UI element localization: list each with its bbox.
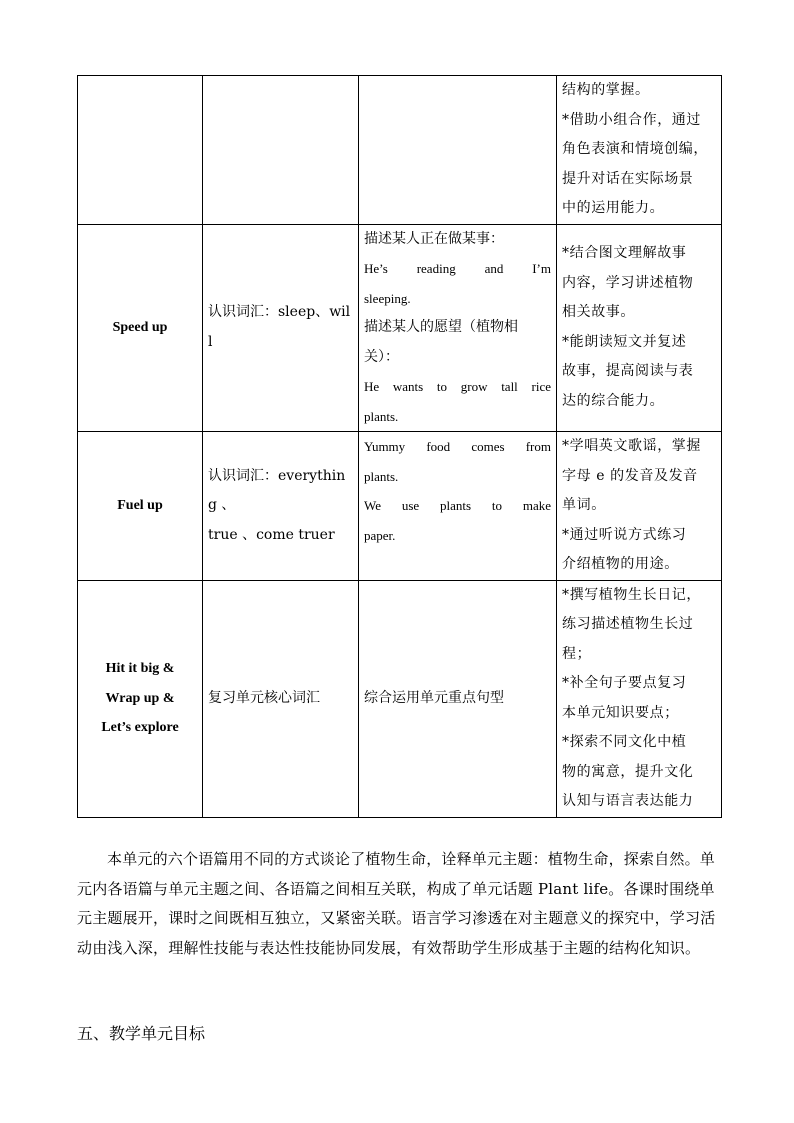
sentence-cell: [359, 580, 557, 817]
vocab-line: 认识词汇：everything 、: [208, 467, 346, 513]
sentence-line: sleeping.: [364, 290, 411, 306]
lesson-cell: [78, 580, 203, 817]
goal-line: 中的运用能力。: [562, 200, 665, 216]
goal-line: *通过听说方式练习: [562, 526, 687, 543]
vocab-cell: [203, 76, 359, 225]
lesson-title-line: Hit it big &: [105, 661, 175, 677]
goal-line: *结合图文理解故事: [562, 245, 687, 262]
goal-line: 本单元知识要点；: [562, 704, 679, 721]
sentence-line: plants.: [364, 468, 399, 484]
lesson-cell: [78, 224, 203, 432]
table-row: [78, 580, 722, 817]
sentence-line: We use plants to make: [364, 498, 551, 513]
goal-line: 字母 e 的发音及发音: [562, 467, 698, 484]
goal-line: 结构的掌握。: [562, 82, 650, 98]
goal-cell: [557, 76, 722, 225]
lesson-title: Speed up: [112, 320, 168, 335]
sentence-cell: [359, 224, 557, 432]
goal-line: *撰写植物生长日记，: [562, 586, 701, 603]
goal-line: 单词。: [562, 497, 606, 513]
lesson-cell: [78, 76, 203, 225]
sentence-line: He’s reading and I’m: [364, 261, 551, 276]
goal-line: 角色表演和情境创编，: [562, 141, 708, 157]
vocab-text: 认识词汇：sleep、will: [208, 304, 351, 350]
goal-line: 达的综合能力。: [562, 392, 665, 409]
goal-line: 内容，学习讲述植物: [562, 274, 694, 291]
goal-cell: [557, 224, 722, 432]
unit-lesson-table: [77, 75, 722, 818]
unit-summary-paragraph: 本单元的六个语篇用不同的方式谈论了植物生命，诠释单元主题：植物生命，探索自然。单元内各语篇与单元主题之间、各语篇之间相互关联，构成了单元话题 Plant life。各课时围绕单元主题展开，课时之间既相互独立，又紧密关联。语言学习渗透在对主题意义的探究中，学习活动由浅入深，理解性技能与表达性技能协同发展，有效帮助学生形成基于主题的结构化知识。: [77, 850, 716, 957]
sentence-line: 关）：: [364, 348, 399, 365]
sentence-line: Yummy food comes from: [364, 439, 551, 454]
section-heading: 五、教学单元目标: [77, 1024, 206, 1043]
goal-line: *学唱英文歌谣，掌握: [562, 438, 701, 454]
sentence-line: 综合运用单元重点句型: [364, 689, 504, 706]
goal-line: 故事，提高阅读与表: [562, 363, 694, 380]
sentence-line: plants.: [364, 408, 399, 424]
vocab-cell: [203, 580, 359, 817]
goal-line: 程；: [562, 645, 592, 662]
goal-line: *借助小组合作，通过: [562, 111, 701, 128]
sentence-line: 描述某人的愿望（植物相: [364, 319, 518, 335]
lesson-cell: [78, 432, 203, 581]
goal-cell: [557, 432, 722, 581]
sentence-line: paper.: [364, 527, 396, 543]
goal-line: 介绍植物的用途。: [562, 556, 679, 572]
goal-line: 认知与语言表达能力: [562, 793, 694, 809]
table-row: [78, 76, 722, 225]
lesson-title-line: Let’s explore: [101, 720, 179, 736]
sentence-line: 描述某人正在做某事：: [364, 230, 504, 247]
goal-line: 物的寓意，提升文化: [562, 763, 694, 780]
goal-line: 提升对话在实际场景: [562, 170, 694, 187]
vocab-line: true 、come truer: [208, 526, 335, 543]
table-row: [78, 432, 722, 581]
goal-line: *补全句子要点复习: [562, 675, 687, 691]
lesson-title-line: Wrap up &: [105, 690, 175, 706]
vocab-cell: [203, 224, 359, 432]
vocab-cell: [203, 432, 359, 581]
goal-line: 相关故事。: [562, 304, 635, 321]
goal-cell: [557, 580, 722, 817]
goal-line: *探索不同文化中植: [562, 734, 687, 750]
sentence-cell: [359, 432, 557, 581]
goal-line: *能朗读短文并复述: [562, 333, 687, 350]
sentence-line: He wants to grow tall rice: [364, 379, 551, 394]
table-row: [78, 224, 722, 432]
goal-line: 练习描述植物生长过: [562, 616, 694, 632]
vocab-text: 复习单元核心词汇: [208, 689, 320, 706]
sentence-cell: [359, 76, 557, 225]
lesson-title: Fuel up: [117, 498, 163, 513]
